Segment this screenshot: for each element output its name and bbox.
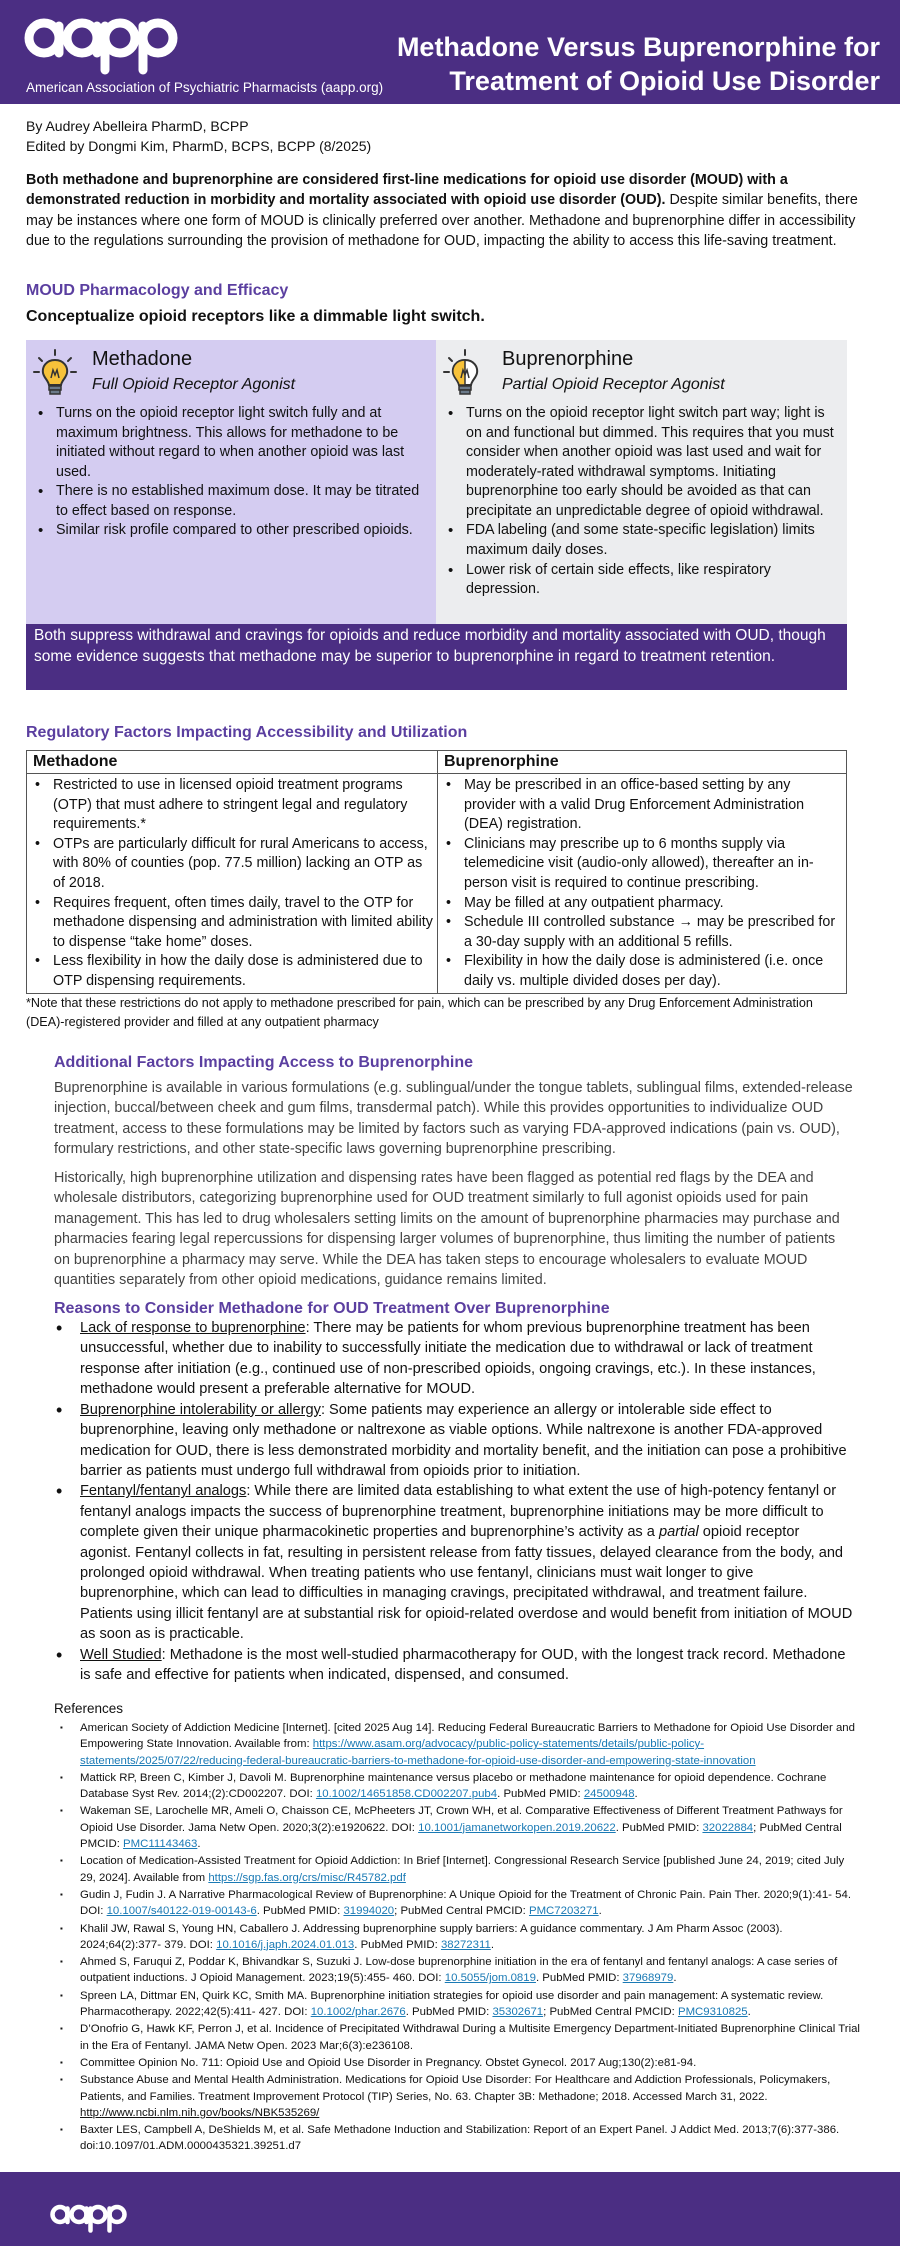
reference-link[interactable]: 31994020 [343,1905,395,1918]
reference-item [54,1770,860,1803]
reference-text: Spreen LA, Dittmar EN, Quirk KC, Smith MA. Buprenorphine initiation strategies for opioid use disorder and pain management: A systematic review. Pharmacotherapy. 2022;42(5):411- 427. DOI: [80,1989,824,2019]
buprenorphine-panel [436,340,847,626]
reference-text: Gudin J, Fudin J. A Narrative Pharmacological Review of Buprenorphine: A Unique Opioid for the Treatment of Chronic Pain. Pain Ther. 2020;9(1):41- 54. DOI: [80,1888,851,1918]
page-header [0,0,900,104]
list-item: • OTPs are particularly difficult for rural Americans to access, with 80% of counties (pop. 77.5 million) lacking an OTP as of 2018. [31,835,433,894]
page-title [397,30,880,99]
methadone-panel-title: Methadone [92,348,193,370]
reference-link[interactable]: 35302671 [492,2006,544,2019]
reference-text: ; PubMed Central PMCID: [80,1821,842,1851]
list-item: • May be filled at any outpatient pharmacy. [442,894,842,914]
reference-text: Ahmed S, Faruqui Z, Poddar K, Bhivandkar S, Suzuki J. Low-dose buprenorphine initiation in the era of fentanyl and fentanyl analogs: A case series of outpatient inductions. J Opioid Management. 2023;19(5):455- 460. DOI: [80,1956,838,1985]
additional-factors-paragraph-2: Historically, high buprenorphine utilization and dispensing rates have been flagged as potential red flags by the DEA and wholesale distributors, categorizing buprenorphine used for OUD treatment similarly to full agonist opioids used for pain management. This has led to drug wholesalers setting limits on the amount of buprenorphine pharmacies may purchase and pharmacies fearing legal repercussions for dispensing larger volumes of buprenorphine, thus limiting the number of patients on buprenorphine a pharmacy may serve. While the DEA has taken steps to encourage wholesalers to evaluate MOUD quantities separately from other opioid medications, guidance remains limited. [54,1170,840,1289]
lightbulb-full-icon [32,348,78,398]
column-header-buprenorphine: Buprenorphine [438,751,847,774]
lightbulb-dimmed-icon [442,348,488,398]
reference-text: . PubMed PMID: [497,1788,584,1801]
references-list [54,1720,860,2156]
intro-bold: Both methadone and buprenorphine are considered first-line medications for opioid use disorder (MOUD) with a demonstrated reduction in morbidity and mortality associated with opioid use disorder (OUD). [26,172,788,209]
methadone-regulatory-cell [27,774,438,994]
reference-text: American Society of Addiction Medicine [Internet]. [cited 2025 Aug 14]. Reducing Federal Bureaucratic Barriers to Methadone for Opioid Use Disorder and Empowering State Innovation. Available from: [80,1722,855,1751]
reference-text: ; PubMed Central PMCID: [394,1905,529,1918]
page-footer [0,2172,900,2246]
buprenorphine-regulatory-list [442,776,842,991]
list-item [54,1645,854,1686]
methadone-panel [26,340,436,626]
reference-link[interactable]: https://sgp.fas.org/crs/misc/R45782.pdf [208,1871,406,1884]
reference-text: Baxter LES, Campbell A, DeShields M, et al. Safe Methadone Induction and Stabilization: Report of an Expert Panel. J Addict Med. 2013;7(6):377-386. doi:10.1097/01.ADM.0000435321.39251.d7 [80,2124,840,2153]
reference-item [54,2072,860,2121]
title-line-1: Methadone Versus Buprenorphine for [396,32,880,62]
reason-text: : There may be patients for whom previous buprenorphine treatment has been unsuccessful, whether due to inability to successfully initiate the medication due to withdrawal or lack of treatment response after initiation (e.g., continued use of non-prescribed opioids, ongoing cravings, etc.). In these instances, methadone would present a preferable alternative for MOUD. [80,1320,816,1398]
reference-link[interactable]: 10.5055/jom.0819 [444,1972,536,1985]
list-item: • May be prescribed in an office-based setting by any provider with a valid Drug Enforcement Administration (DEA) registration. [442,776,842,835]
reference-link[interactable]: 32022884 [702,1821,754,1834]
list-item: • Less flexibility in how the daily dose is administered due to OTP dispensing requirements. [31,952,433,991]
reference-link[interactable]: 10.1007/s40122-019-00143-6 [106,1905,257,1918]
reference-text: . PubMed PMID: [535,1972,623,1985]
reference-link[interactable]: PMC9310825 [677,2006,748,2019]
methadone-regulatory-list [31,776,433,991]
reference-item [54,1988,860,2021]
list-item [54,1481,854,1644]
reference-item [54,1921,860,1954]
reference-item [54,2122,860,2155]
reference-text: . [634,1788,638,1801]
list-item: • Lower risk of certain side effects, like respiratory depression. [444,561,837,600]
reference-item [54,2055,860,2071]
byline [26,116,371,157]
table-row [27,774,847,994]
references-heading: References [54,1701,124,1716]
table-header-row [27,751,847,774]
reference-link[interactable]: http://www.ncbi.nlm.nih.gov/books/NBK535269/ [80,2106,320,2119]
list-item: • Similar risk profile compared to other prescribed opioids. [34,521,426,541]
list-item [54,1400,854,1482]
reference-link[interactable]: 24500948 [583,1788,635,1801]
organization-name: American Association of Psychiatric Pharmacists (aapp.org) [26,80,384,95]
buprenorphine-panel-title: Buprenorphine [502,348,634,370]
title-line-2: Treatment of Opioid Use Disorder [449,66,880,97]
pharmacology-heading: MOUD Pharmacology and Efficacy [26,282,289,299]
author: By Audrey Abelleira PharmD, BCPP [26,118,249,134]
reason-lead: Lack of response to buprenorphine [80,1320,306,1336]
reference-item [54,1887,860,1920]
reference-link[interactable]: https://www.asam.org/advocacy/public-policy-statements/details/public-policy-statements/2025/07/22/reducing-federal-bureaucratic-barriers-to-methadone-for-opioid-use-disorder-and-empowering-state-innovation [80,1738,756,1767]
reasons-heading: Reasons to Consider Methadone for OUD Treatment Over Buprenorphine [54,1300,610,1317]
intro-paragraph [26,170,878,251]
reference-text: . [197,1838,201,1851]
reference-text: . PubMed PMID: [615,1821,703,1834]
regulatory-heading: Regulatory Factors Impacting Accessibility and Utilization [26,724,468,741]
reference-link[interactable]: 10.1016/j.japh.2024.01.013 [216,1938,355,1951]
reference-item [54,1853,860,1886]
aapp-logo[interactable] [24,14,184,76]
reference-item [54,2021,860,2054]
reference-link[interactable]: 10.1002/phar.2676 [310,2006,406,2019]
methadone-panel-subtitle: Full Opioid Receptor Agonist [92,376,296,393]
reason-text: opioid receptor agonist. Fentanyl collects in fat, resulting in persistent release from fatty tissues, delayed clearance from the body, and prolonged opioid withdrawal. When treating patients who use fentanyl, clinicians must wait longer to give buprenorphine, which can lead to difficulties in managing cravings, precipitated withdrawal, and treatment failure. Patients using illicit fentanyl are at substantial risk for opioid-related overdose and would benefit from initiation of MOUD as soon as is practicable. [80,1524,853,1643]
list-item: • FDA labeling (and some state-specific legislation) limits maximum daily doses. [444,521,837,560]
additional-factors-paragraph-1: Buprenorphine is available in various formulations (e.g. sublingual/under the tongue tablets, sublingual films, extended-release injection, buccal/between cheek and gum films, transdermal patch). While this provides opportunities to individualize OUD treatment, access to these formulations may be limited by factors such as varying FDA-approved indications (pain vs. OUD), formulary restrictions, and other state-specific laws governing buprenorphine prescribing. [54,1080,853,1158]
buprenorphine-panel-subtitle: Partial Opioid Receptor Agonist [502,376,725,393]
reason-text: : While there are limited data establishing to what extent the use of high-potency fentanyl or fentanyl analogs impacts the success of buprenorphine treatment, buprenorphine initiations may be more difficult to complete given their unique pharmacokinetic properties and buprenorphine’s activity as a [80,1483,837,1541]
reference-link[interactable]: 10.1002/14651858.CD002207.pub4 [315,1788,498,1801]
reference-text: . [598,1905,602,1918]
regulatory-footnote: *Note that these restrictions do not apply to methadone prescribed for pain, which can be prescribed by any Drug Enforcement Administration (DEA)-registered provider and filled at any outpatient pharmacy [26,996,813,1029]
reason-lead: Buprenorphine intolerability or allergy [80,1401,321,1418]
column-header-methadone: Methadone [27,751,438,774]
reference-text: Substance Abuse and Mental Health Administration. Medications for Opioid Use Disorder: For Healthcare and Addiction Professionals, Policymakers, Patients, and Families. Treatment Improvement Protocol (TIP) Series, No. 63. Chapter 3B: Methadone; 2018. Accessed March 31, 2022. [80,2074,831,2103]
list-item: • Turns on the opioid receptor light switch part way; light is on and functional but dimmed. This requires that you must consider when another opioid was last used and wait for moderately-rated withdrawal symptoms. Initiating buprenorphine too early should be avoided as that can precipitate an unpredictable degree of opioid withdrawal. [444,404,837,521]
intro-rest: Despite similar benefits, there may be instances where one form of MOUD is clinically preferred over another. Methadone and buprenorphine differ in accessibility due to the regulations surrounding the provision of methadone for OUD, impacting the ability to access this life-saving treatment. [26,192,858,249]
reason-lead: Well Studied [80,1646,162,1663]
methadone-pharm-list [34,404,426,541]
reason-text: : Methadone is the most well-studied pharmacotherapy for OUD, with the longest track record. Methadone is safe and effective for patients when indicated, dispensed, and consumed. [80,1646,846,1684]
reason-italic: partial [658,1524,699,1541]
aapp-footer-logo-icon[interactable] [50,2202,130,2234]
reference-link[interactable]: PMC7203271 [528,1905,599,1918]
editor: Edited by Dongmi Kim, PharmD, BCPS, BCPP (8/2025) [26,138,372,155]
pharmacology-summary-banner: Both suppress withdrawal and cravings for opioids and reduce morbidity and mortality associated with OUD, though some evidence suggests that methadone may be superior to buprenorphine in regard to treatment retention. [26,624,847,690]
reference-item [54,1720,860,1769]
list-item: • There is no established maximum dose. It may be titrated to effect based on response. [34,482,426,521]
list-item: • Restricted to use in licensed opioid treatment programs (OTP) that must adhere to stringent legal and regulatory requirements.* [31,776,433,835]
reason-text: : Some patients may experience an allergy or intolerable side effect to buprenorphine, leaving only methadone or naltrexone as viable options. While naltrexone is another FDA-approved medication for OUD, there is less demonstrated morbidity and mortality benefit, and the initiation can pose a prohibitive barrier as patients must undergo full withdrawal from opioids prior to initiation. [80,1401,847,1479]
reference-text: Mattick RP, Breen C, Kimber J, Davoli M. Buprenorphine maintenance versus placebo or methadone maintenance for opioid dependence. Cochrane Database Syst Rev. 2014;(2):CD002207. DOI: [80,1771,827,1801]
list-item: • Requires frequent, often times daily, travel to the OTP for methadone dispensing and administration with limited ability to dispense “take home” doses. [31,894,433,953]
reference-link[interactable]: PMC11143463 [123,1838,198,1851]
aapp-logo-icon [24,14,184,76]
reference-text: . [673,1972,677,1985]
list-item: • Flexibility in how the daily dose is administered (i.e. once daily vs. multiple divided doses per day). [442,952,842,991]
reference-text: ; PubMed Central PMCID: [543,2006,678,2019]
buprenorphine-regulatory-cell [438,774,847,994]
reference-link[interactable]: 38272311 [440,1938,491,1951]
reference-text: . PubMed PMID: [354,1938,441,1951]
reference-text: Wakeman SE, Larochelle MR, Ameli O, Chaisson CE, McPheeters JT, Crown WH, et al. Comparative Effectiveness of Different Treatment Pathways for Opioid Use Disorder. Jama Netw Open. 2020;3(2):e1920622. DOI: [80,1805,843,1834]
list-item [54,1318,854,1400]
reference-link[interactable]: 37968979 [622,1972,674,1985]
reference-text: Committee Opinion No. 711: Opioid Use and Opioid Use Disorder in Pregnancy. Obstet Gynecol. 2017 Aug;130(2):e81-94. [80,2056,697,2069]
reference-text: . PubMed PMID: [405,2006,493,2019]
reference-text: . [747,2006,751,2019]
reference-text: Location of Medication-Assisted Treatment for Opioid Addiction: In Brief [Internet]. Congressional Research Service [published June 24, 2019; cited July 29, 2024]. Available from [80,1855,845,1884]
reason-lead: Fentanyl/fentanyl analogs [80,1483,247,1500]
reference-text: Khalil JW, Rawal S, Young HN, Caballero J. Addressing buprenorphine supply barriers: A guidance commentary. J Am Pharm Assoc (2003). 2024;64(2):377- 379. DOI: [80,1922,783,1951]
list-item: • Schedule III controlled substance → may be prescribed for a 30-day supply with an additional 5 refills. [442,913,842,952]
reasons-list [54,1318,854,1686]
buprenorphine-pharm-list [444,404,837,600]
list-item: • Turns on the opioid receptor light switch fully and at maximum brightness. This allows for methadone to be initiated without regard to when another opioid was last used. [34,404,426,482]
regulatory-table [26,750,847,994]
reference-text: D’Onofrio G, Hawk KF, Perron J, et al. Incidence of Precipitated Withdrawal During a Multisite Emergency Department-Initiated Buprenorphine Clinical Trial in the Era of Fentanyl. JAMA Netw Open. 2023 Mar;6(3):e236108. [80,2023,860,2052]
reference-link[interactable]: 10.1001/jamanetworkopen.2019.20622 [418,1821,616,1834]
additional-factors-heading: Additional Factors Impacting Access to Buprenorphine [54,1054,474,1071]
pharmacology-subheading: Conceptualize opioid receptors like a dimmable light switch. [26,308,485,325]
reference-text: . [490,1938,494,1951]
list-item: • Clinicians may prescribe up to 6 months supply via telemedicine visit (audio-only allowed), thereafter an in-person visit is required to continue prescribing. [442,835,842,894]
reference-item [54,1954,860,1987]
reference-text: . PubMed PMID: [256,1905,344,1918]
reference-item [54,1803,860,1852]
